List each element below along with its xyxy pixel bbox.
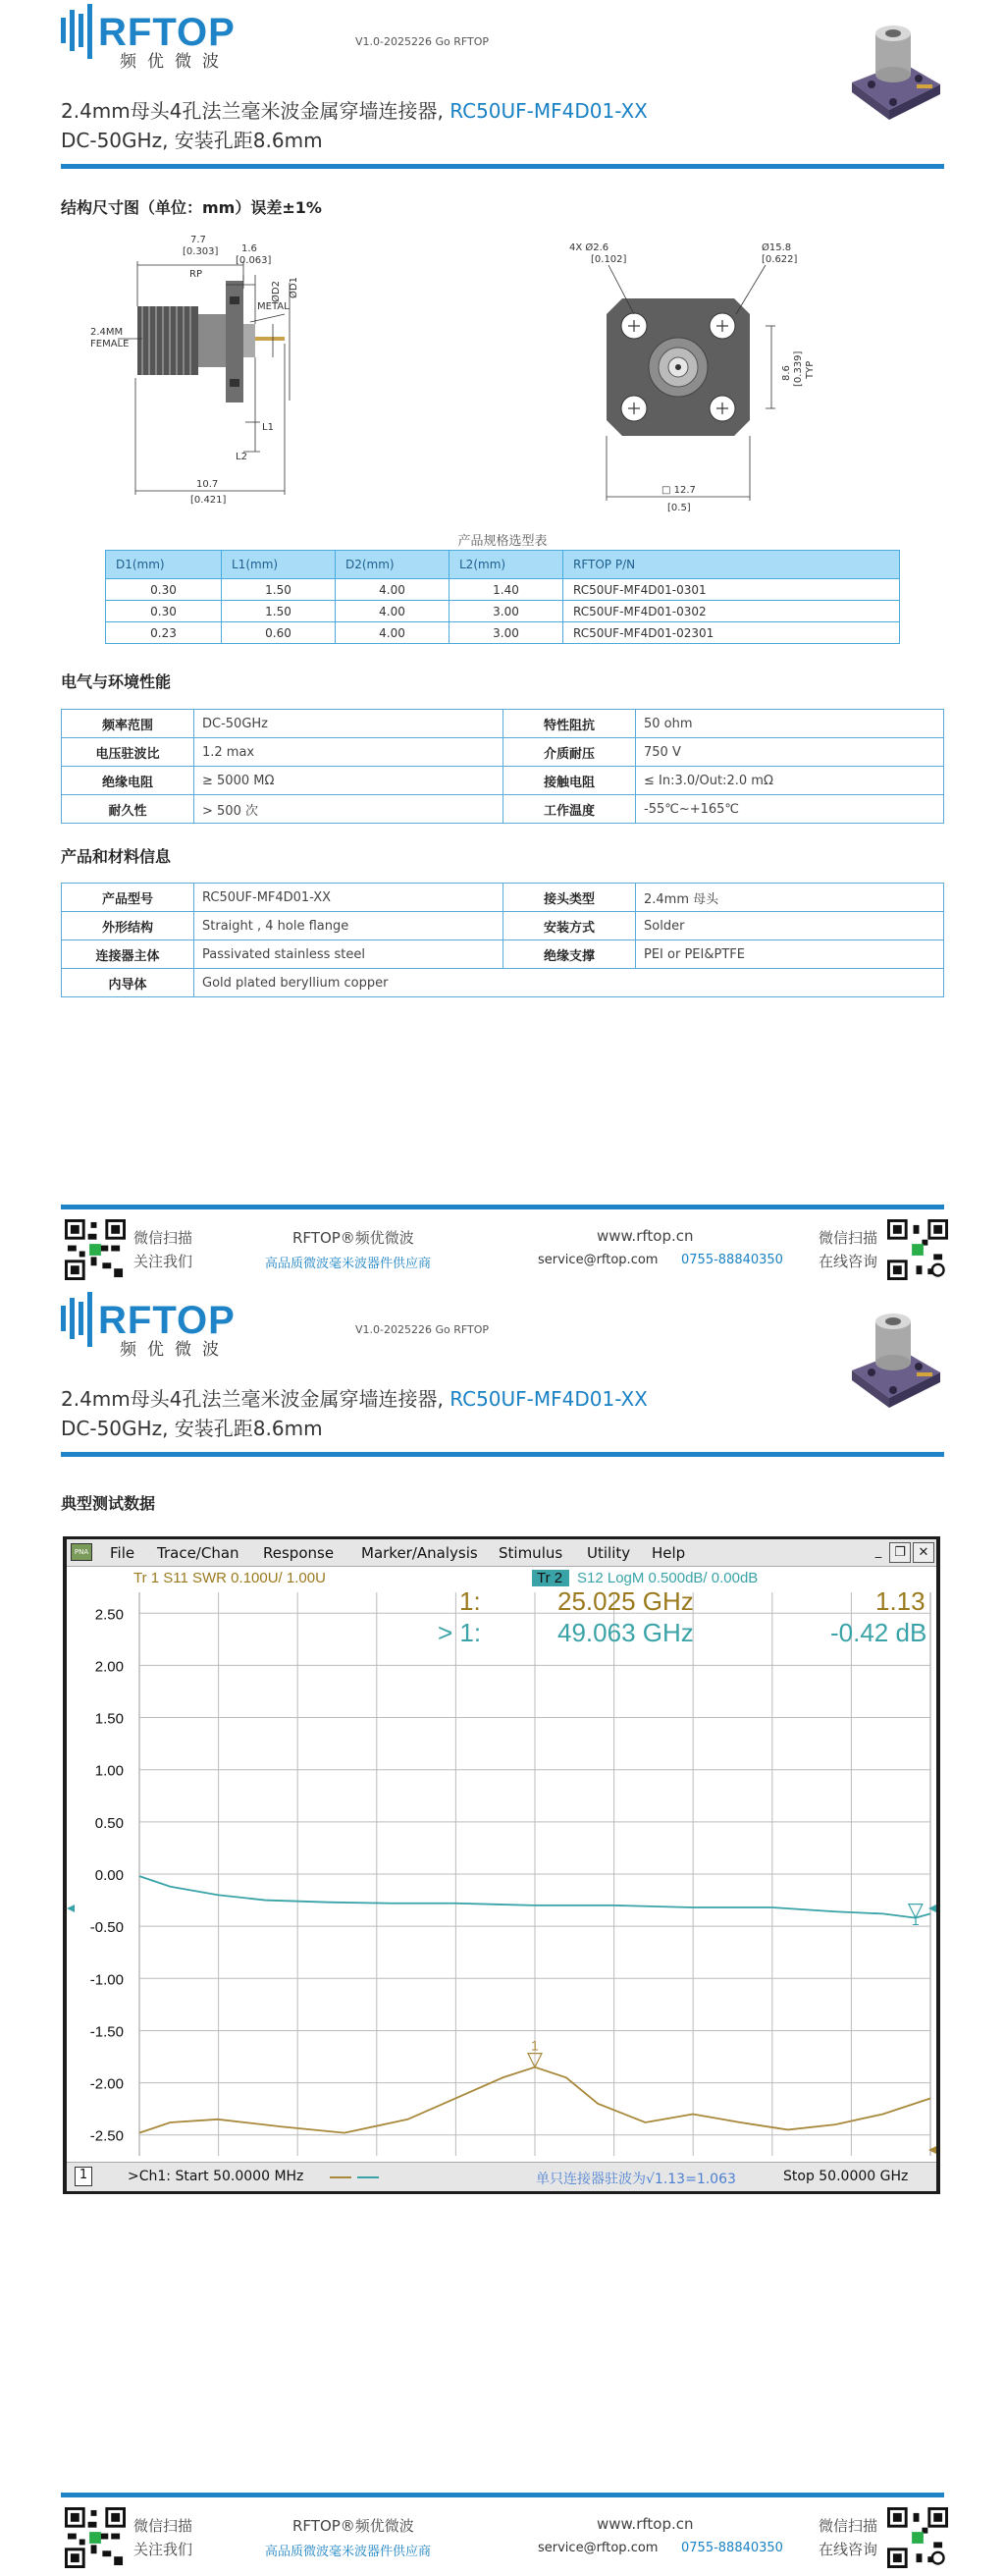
dim-d1: ØD1 xyxy=(289,277,299,298)
drawing-section-title: 结构尺寸图（单位：mm）误差±1% xyxy=(61,198,322,217)
spec-value: 750 V xyxy=(636,738,944,767)
footer-consult: 在线咨询 xyxy=(819,2541,878,2558)
spec-key: 耐久性 xyxy=(62,795,194,824)
spec-key: 接头类型 xyxy=(503,884,636,912)
close-icon[interactable]: ✕ xyxy=(913,1542,934,1563)
qr-code-follow xyxy=(65,1219,126,1280)
restore-icon[interactable]: ❐ xyxy=(889,1542,911,1563)
dim-hole-dia-in: [0.102] xyxy=(591,254,627,265)
dim-8-6: 8.6 xyxy=(781,365,792,381)
header-divider xyxy=(61,1452,944,1457)
spec-key: 接触电阻 xyxy=(503,767,636,795)
sel-head-d1: D1(mm) xyxy=(106,551,222,579)
spec-value: ≤ In:3.0/Out:2.0 mΩ xyxy=(636,767,944,795)
dim-8-6-in: [0.339] xyxy=(793,350,804,387)
footer-email[interactable]: service@rftop.com xyxy=(538,2541,659,2555)
spec-value: Passivated stainless steel xyxy=(194,940,503,969)
title-part-number: RC50UF-MF4D01-XX xyxy=(450,99,648,123)
sel-cell: 0.23 xyxy=(106,622,222,644)
sel-cell: 4.00 xyxy=(336,579,450,601)
spec-value: > 500 次 xyxy=(194,795,503,824)
sel-cell: RC50UF-MF4D01-0302 xyxy=(563,601,900,622)
sel-cell: 0.30 xyxy=(106,579,222,601)
y-tick-label: 0.50 xyxy=(94,1814,124,1832)
version-line: V1.0-2025226 Go RFTOP xyxy=(355,35,490,48)
sel-cell: RC50UF-MF4D01-02301 xyxy=(563,622,900,644)
footer-divider xyxy=(61,1205,944,1209)
header-divider xyxy=(61,164,944,169)
sel-cell: 0.60 xyxy=(222,622,336,644)
table-row xyxy=(62,767,944,795)
menu-stimulus[interactable]: Stimulus xyxy=(499,1544,563,1562)
sel-cell: 1.50 xyxy=(222,601,336,622)
label-2-4mm: 2.4MM xyxy=(90,327,124,338)
spec-key: 绝缘支撑 xyxy=(503,940,636,969)
vna-app-icon: PNA xyxy=(71,1543,92,1561)
side-view xyxy=(90,235,299,506)
vna-plot xyxy=(67,1567,936,2162)
sel-head-l2: L2(mm) xyxy=(450,551,563,579)
table-row xyxy=(106,601,900,622)
y-tick-label: -2.00 xyxy=(89,2075,124,2093)
menu-trace-chan[interactable]: Trace/Chan xyxy=(157,1544,239,1562)
footer-wechat-scan: 微信扫描 xyxy=(133,1229,193,1247)
sel-cell: 0.30 xyxy=(106,601,222,622)
footer-follow-us: 关注我们 xyxy=(133,1253,193,1270)
svg-text:RFTOP: RFTOP xyxy=(98,11,236,54)
vna-status-bar xyxy=(67,2162,936,2191)
test-data-title: 典型测试数据 xyxy=(61,1494,156,1513)
connector-product-image xyxy=(832,24,950,132)
trace1-label[interactable]: Tr 1 S11 SWR 0.100U/ 1.00U xyxy=(133,1570,326,1586)
menu-response[interactable]: Response xyxy=(263,1544,335,1562)
y-tick-label: -1.00 xyxy=(89,1971,124,1989)
status-note: 单只连接器驻波为√1.13=1.063 xyxy=(536,2172,736,2187)
spec-key: 连接器主体 xyxy=(62,940,194,969)
table-row xyxy=(106,622,900,644)
qr-code-follow xyxy=(65,2507,126,2568)
product-subtitle: DC-50GHz, 安装孔距8.6mm xyxy=(61,1417,323,1440)
vna-menubar xyxy=(67,1539,936,1567)
sel-cell: 3.00 xyxy=(450,622,563,644)
front-view xyxy=(569,242,816,513)
svg-text:RFTOP: RFTOP xyxy=(98,1299,236,1342)
dim-l2: L2 xyxy=(236,452,247,462)
menu-help[interactable]: Help xyxy=(652,1544,686,1562)
electrical-section-title: 电气与环境性能 xyxy=(61,672,172,691)
status-stop: Stop 50.0000 GHz xyxy=(783,2169,909,2184)
footer-slogan: 高品质微波毫米波器件供应商 xyxy=(265,1257,432,1271)
sel-cell: RC50UF-MF4D01-0301 xyxy=(563,579,900,601)
spec-key: 电压驻波比 xyxy=(62,738,194,767)
dim-1-6: 1.6 xyxy=(241,243,257,254)
footer-phone: 0755-88840350 xyxy=(681,1253,783,1267)
y-tick-label: 2.50 xyxy=(94,1606,124,1624)
marker1-value: 1.13 xyxy=(875,1586,926,1616)
marker1-label: 1: xyxy=(459,1586,481,1616)
trace2-label[interactable]: Tr 2 xyxy=(537,1570,563,1586)
brand-name-cn: 频优微波 xyxy=(120,52,230,72)
marker2-value: -0.42 dB xyxy=(830,1618,927,1647)
spec-value: Solder xyxy=(636,912,944,940)
sel-head-d2: D2(mm) xyxy=(336,551,450,579)
spec-key: 安装方式 xyxy=(503,912,636,940)
table-row xyxy=(62,969,944,997)
dim-12-7-in: [0.5] xyxy=(667,503,691,513)
sel-cell: 1.50 xyxy=(222,579,336,601)
footer-phone: 0755-88840350 xyxy=(681,2541,783,2555)
spec-key: 介质耐压 xyxy=(503,738,636,767)
table-row xyxy=(62,912,944,940)
sel-cell: 3.00 xyxy=(450,601,563,622)
footer-website[interactable]: www.rftop.cn xyxy=(597,1227,694,1245)
materials-section-title: 产品和材料信息 xyxy=(61,847,172,866)
footer-wechat-scan: 微信扫描 xyxy=(133,2517,193,2535)
dim-15-8-in: [0.622] xyxy=(762,254,798,265)
spec-key: 产品型号 xyxy=(62,884,194,912)
title-part-number: RC50UF-MF4D01-XX xyxy=(450,1387,648,1411)
label-female: FEMALE xyxy=(90,339,130,349)
dimension-drawing xyxy=(88,226,932,520)
footer-follow-us: 关注我们 xyxy=(133,2541,193,2558)
table-row xyxy=(106,579,900,601)
status-channel-number[interactable]: 1 xyxy=(75,2167,92,2186)
footer-brand: RFTOP®频优微波 xyxy=(292,2517,414,2535)
footer-consult: 在线咨询 xyxy=(819,1253,878,1270)
y-tick-label: -0.50 xyxy=(89,1919,124,1937)
status-start: >Ch1: Start 50.0000 MHz xyxy=(128,2169,304,2184)
footer-brand: RFTOP®频优微波 xyxy=(292,1229,414,1247)
marker1-number: 1 xyxy=(531,2037,539,2054)
spec-value: RC50UF-MF4D01-XX xyxy=(194,884,503,912)
spec-value: Straight , 4 hole flange xyxy=(194,912,503,940)
label-metal: METAL xyxy=(257,301,290,312)
dim-7-7-in: [0.303] xyxy=(183,246,219,257)
spec-key: 外形结构 xyxy=(62,912,194,940)
y-tick-label: 1.00 xyxy=(94,1762,124,1780)
marker2-freq: 49.063 GHz xyxy=(557,1618,694,1647)
table-row xyxy=(62,738,944,767)
spec-value: Gold plated beryllium copper xyxy=(194,969,944,997)
sel-head-l1: L1(mm) xyxy=(222,551,336,579)
table-row xyxy=(62,710,944,738)
trace2-info: S12 LogM 0.500dB/ 0.00dB xyxy=(577,1570,759,1586)
y-tick-label: 1.50 xyxy=(94,1710,124,1728)
vna-window-inner xyxy=(67,1539,936,2191)
spec-key: 频率范围 xyxy=(62,710,194,738)
table-row xyxy=(62,795,944,824)
marker2-label: > 1: xyxy=(438,1618,482,1647)
marker2-number: 1 xyxy=(911,1912,920,1928)
dim-d2: ØD2 xyxy=(271,281,282,302)
selection-table-caption: 产品规格选型表 xyxy=(457,534,548,549)
dim-l1: L1 xyxy=(262,422,274,433)
vna-window xyxy=(63,1536,940,2194)
dim-rp: RP xyxy=(189,269,202,280)
spec-key: 绝缘电阻 xyxy=(62,767,194,795)
y-tick-label: 2.00 xyxy=(94,1658,124,1676)
dim-typ: TYP xyxy=(805,360,816,379)
version-line: V1.0-2025226 Go RFTOP xyxy=(355,1323,490,1336)
footer-website[interactable]: www.rftop.cn xyxy=(597,2515,694,2533)
spec-value: 2.4mm 母头 xyxy=(636,884,944,912)
table-row xyxy=(62,940,944,969)
menu-file[interactable]: File xyxy=(110,1544,135,1562)
y-tick-label: 0.00 xyxy=(94,1867,124,1884)
sel-head-pn: RFTOP P/N xyxy=(563,551,900,579)
spec-value: 1.2 max xyxy=(194,738,503,767)
title-prefix: 2.4mm母头4孔法兰毫米波金属穿墙连接器, xyxy=(61,1387,450,1411)
materials-table xyxy=(61,883,944,997)
y-tick-label: -1.50 xyxy=(89,2023,124,2041)
dim-7-7: 7.7 xyxy=(190,235,206,245)
footer-email[interactable]: service@rftop.com xyxy=(538,1253,659,1267)
spec-value: ≥ 5000 MΩ xyxy=(194,767,503,795)
sel-cell: 4.00 xyxy=(336,622,450,644)
dim-1-6-in: [0.063] xyxy=(236,255,272,266)
sel-cell: 4.00 xyxy=(336,601,450,622)
footer-divider xyxy=(61,2493,944,2497)
electrical-table xyxy=(61,709,944,824)
table-row xyxy=(62,884,944,912)
spec-key: 特性阻抗 xyxy=(503,710,636,738)
qr-code-consult xyxy=(887,2507,948,2568)
qr-code-consult xyxy=(887,1219,948,1280)
dim-12-7: □ 12.7 xyxy=(661,485,696,496)
dim-10-7-in: [0.421] xyxy=(190,495,227,506)
minimize-icon[interactable]: _ xyxy=(874,1544,882,1559)
marker1-freq: 25.025 GHz xyxy=(557,1586,694,1616)
product-subtitle: DC-50GHz, 安装孔距8.6mm xyxy=(61,129,323,152)
footer-slogan: 高品质微波毫米波器件供应商 xyxy=(265,2545,432,2559)
sel-cell: 1.40 xyxy=(450,579,563,601)
product-title xyxy=(61,95,648,124)
legend-s12-swatch xyxy=(357,2176,379,2178)
connector-product-image xyxy=(832,1312,950,1420)
legend-s11-swatch xyxy=(330,2176,351,2178)
dim-15-8: Ø15.8 xyxy=(762,242,792,253)
product-title xyxy=(61,1383,648,1412)
spec-value: -55℃~+165℃ xyxy=(636,795,944,824)
y-tick-label: -2.50 xyxy=(89,2127,124,2145)
dim-hole-dia: 4X Ø2.6 xyxy=(569,242,609,253)
dim-10-7: 10.7 xyxy=(196,479,219,490)
selection-table xyxy=(105,550,900,644)
menu-marker-analysis[interactable]: Marker/Analysis xyxy=(361,1544,478,1562)
spec-key: 工作温度 xyxy=(503,795,636,824)
spec-value: 50 ohm xyxy=(636,710,944,738)
spec-value: PEI or PEI&PTFE xyxy=(636,940,944,969)
title-prefix: 2.4mm母头4孔法兰毫米波金属穿墙连接器, xyxy=(61,99,450,123)
brand-name-cn: 频优微波 xyxy=(120,1340,230,1360)
footer-wechat-scan-2: 微信扫描 xyxy=(819,1229,878,1247)
footer-wechat-scan-2: 微信扫描 xyxy=(819,2517,878,2535)
menu-utility[interactable]: Utility xyxy=(587,1544,631,1562)
spec-value: DC-50GHz xyxy=(194,710,503,738)
spec-key: 内导体 xyxy=(62,969,194,997)
